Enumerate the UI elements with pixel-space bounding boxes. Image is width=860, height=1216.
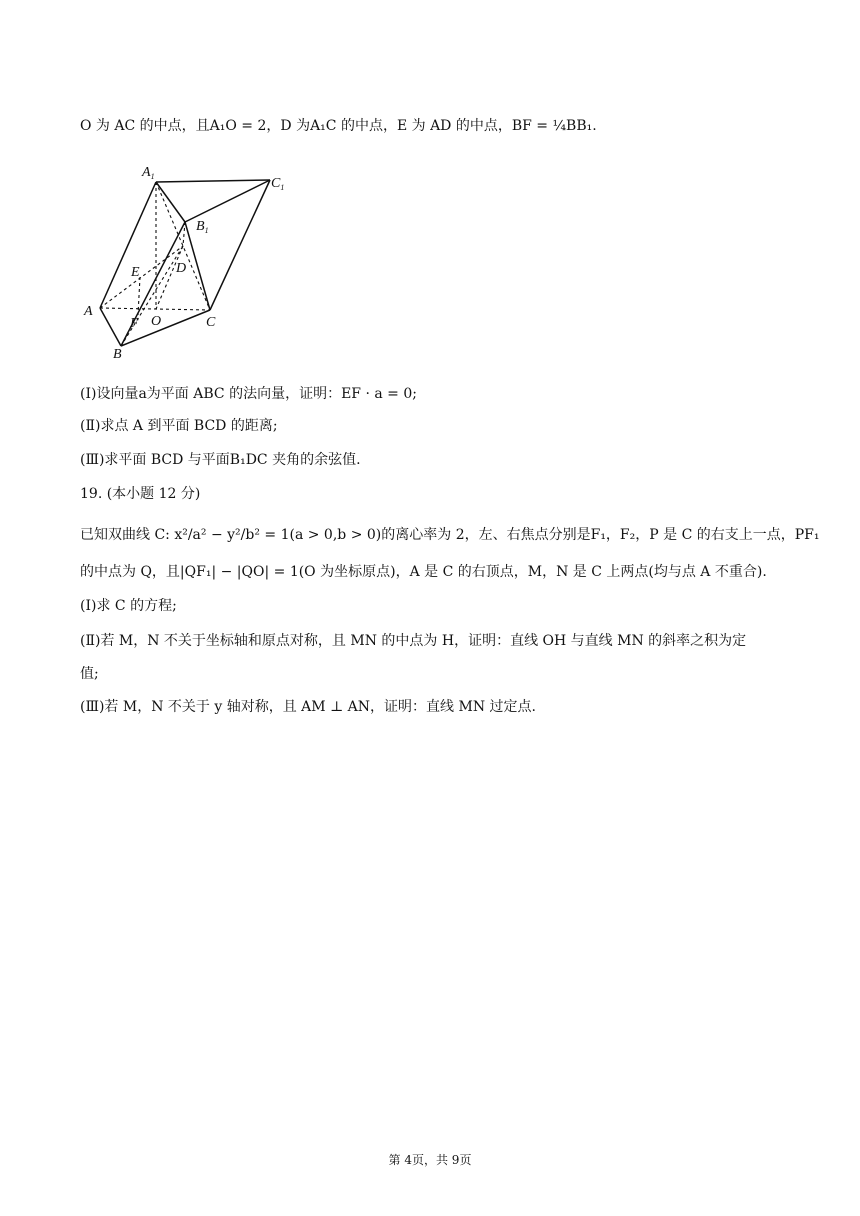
label-B1: $B_1$ bbox=[196, 219, 209, 235]
q19-header: 19. (本小题 12 分) bbox=[80, 486, 201, 502]
q18-part3: (Ⅲ)求平面 BCD 与平面B₁DC 夹角的余弦值. bbox=[80, 452, 361, 468]
label-A: A bbox=[84, 304, 93, 319]
label-B: B bbox=[113, 347, 122, 362]
edge-D-O bbox=[156, 246, 183, 309]
q19-part1: (Ⅰ)求 C 的方程; bbox=[80, 598, 177, 614]
edge-B-D bbox=[121, 246, 183, 346]
label-C: C bbox=[206, 315, 216, 330]
label-C1: $C_1$ bbox=[271, 176, 285, 192]
edge-A1-C1 bbox=[156, 180, 270, 182]
label-E: E bbox=[131, 265, 140, 280]
q18-part2: (Ⅱ)求点 A 到平面 BCD 的距离; bbox=[80, 418, 278, 434]
label-D: D bbox=[176, 261, 187, 276]
label-F: F bbox=[130, 316, 139, 331]
prism-figure bbox=[78, 160, 308, 365]
edge-A1-A bbox=[100, 182, 156, 308]
intro-line: O 为 AC 的中点，且A₁O = 2，D 为A₁C 的中点，E 为 AD 的中点，BF = ¼BB₁. bbox=[80, 118, 597, 134]
page-footer: 第 4页，共 9页 bbox=[388, 1153, 472, 1167]
edge-B1-C bbox=[185, 222, 210, 310]
label-O: O bbox=[151, 314, 162, 329]
edge-A-B bbox=[100, 308, 121, 346]
q19-stem-line2: 的中点为 Q，且|QF₁| − |QO| = 1(O 为坐标原点)，A 是 C 的右顶点，M，N 是 C 上两点(均与点 A 不重合). bbox=[80, 564, 767, 580]
edge-C-C1 bbox=[210, 180, 270, 310]
q19-stem-line1: 已知双曲线 C: x²/a² − y²/b² = 1(a > 0,b > 0)的离心率为 2，左、右焦点分别是F₁，F₂，P 是 C 的右支上一点，PF₁ bbox=[80, 527, 820, 543]
edge-A-D bbox=[100, 246, 183, 308]
edge-A-C bbox=[100, 308, 210, 310]
q19-part2-line1: (Ⅱ)若 M，N 不关于坐标轴和原点对称，且 MN 的中点为 H，证明：直线 OH 与直线 MN 的斜率之积为定 bbox=[80, 633, 747, 649]
q19-part3: (Ⅲ)若 M，N 不关于 y 轴对称，且 AM ⊥ AN，证明：直线 MN 过定点. bbox=[80, 699, 536, 715]
q18-part1: (Ⅰ)设向量a为平面 ABC 的法向量，证明：EF · a = 0; bbox=[80, 386, 417, 402]
q19-part2-line2: 值; bbox=[80, 666, 99, 682]
label-A1: $A_1$ bbox=[142, 165, 155, 181]
edge-B1-C1 bbox=[185, 180, 270, 222]
